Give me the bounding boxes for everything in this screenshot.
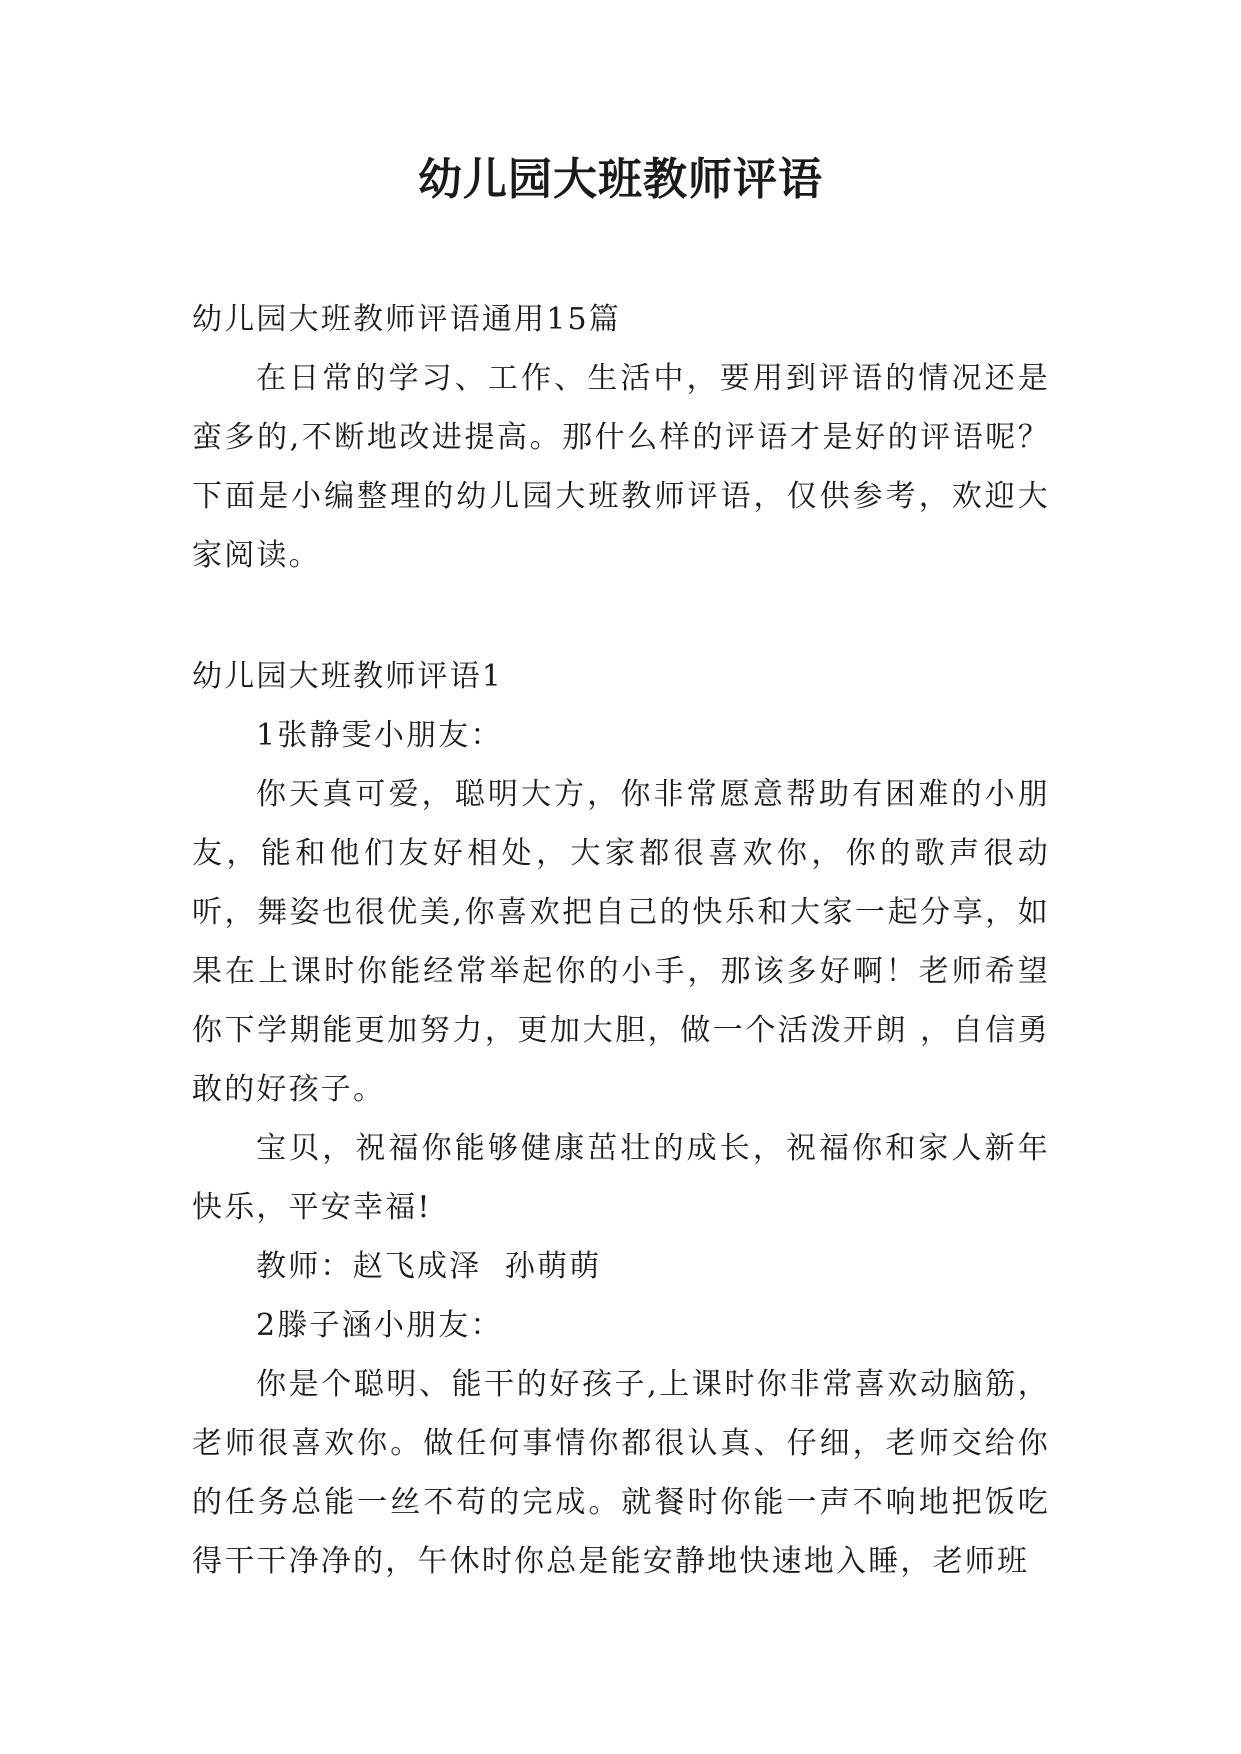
- section-heading: 幼儿园大班教师评语1: [192, 659, 504, 694]
- entry-body: 你天真可爱，聪明大方，你非常愿意帮助有困难的小朋友，能和他们友好相处，大家都很喜欢你，你的歌声很动听，舞姿也很优美,你喜欢把自己的快乐和大家一起分享，如果在上课时你能经常举起你的小手，那该多好啊！老师希望你下学期能更加努力，更加大胆，做一个活泼开朗 ，自信勇敢的好孩子。: [192, 777, 1050, 1107]
- entry-name: 1张静雯小朋友：: [256, 718, 503, 753]
- entry-body: 你是个聪明、能干的好孩子,上课时你非常喜欢动脑筋，老师很喜欢你。做任何事情你都很认真、仔细，老师交给你的任务总能一丝不苟的完成。就餐时你能一声不响地把饭吃得干干净净的，午休时你总是能安静地快速地入睡，老师班: [192, 1367, 1050, 1579]
- entry-name: 2滕子涵小朋友：: [256, 1308, 503, 1343]
- entry-teacher: 教师：赵飞成泽 孙萌萌: [256, 1249, 602, 1284]
- document-title: 幼儿园大班教师评语: [418, 154, 823, 205]
- entry-wish: 宝贝，祝福你能够健康茁壮的成长，祝福你和家人新年快乐，平安幸福!: [192, 1131, 1050, 1225]
- document-body: [192, 290, 1050, 1591]
- section-spacer: [192, 585, 1050, 647]
- intro-paragraph: 在日常的学习、工作、生活中，要用到评语的情况还是蛮多的,不断地改进提高。那什么样的评语才是好的评语呢？下面是小编整理的幼儿园大班教师评语，仅供参考，欢迎大家阅读。: [192, 361, 1050, 573]
- document-subtitle: 幼儿园大班教师评语通用15篇: [192, 302, 621, 337]
